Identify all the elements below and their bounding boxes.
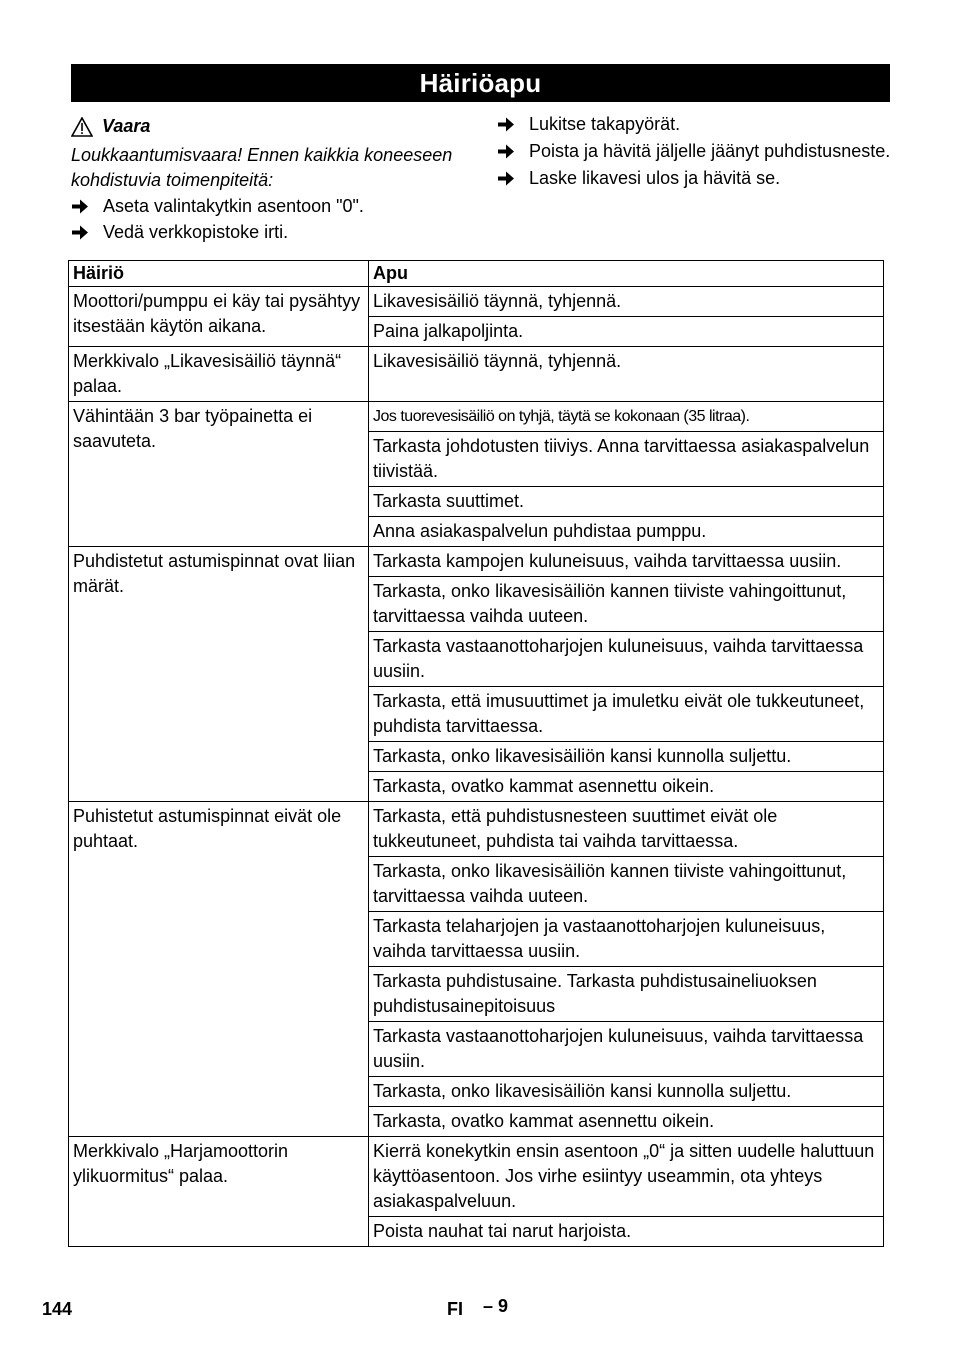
remedy-cell: Anna asiakaspalvelun puhdistaa pumppu.	[369, 517, 884, 547]
remedy-cell: Tarkasta, että imusuuttimet ja imuletku eivät ole tukkeutuneet, puhdista tarvittaessa.	[369, 687, 884, 742]
warning-heading	[71, 114, 471, 139]
remedy-cell: Tarkasta puhdistusaine. Tarkasta puhdistusaineliuoksen puhdistusainepitoisuus	[369, 967, 884, 1022]
table-row	[69, 347, 884, 402]
arrow-right-icon	[71, 194, 91, 219]
warning-triangle-icon	[71, 117, 93, 137]
warning-label: Vaara	[102, 116, 151, 136]
warning-text: Loukkaantumisvaara! Ennen kaikkia koneeseen kohdistuvia toimenpiteitä:	[71, 145, 453, 190]
step-text: Vedä verkkopistoke irti.	[103, 222, 289, 242]
table-header-row	[69, 261, 884, 287]
step-item	[71, 220, 471, 245]
language-code: FI	[447, 1299, 463, 1319]
remedy-cell: Tarkasta kampojen kuluneisuus, vaihda tarvittaessa uusiin.	[369, 547, 884, 577]
remedy-cell: Tarkasta vastaanottoharjojen kuluneisuus, vaihda tarvittaessa uusiin.	[369, 632, 884, 687]
step-item	[497, 112, 892, 137]
remedy-cell: Tarkasta suuttimet.	[369, 487, 884, 517]
steps-column	[497, 112, 892, 193]
remedy-cell: Kierrä konekytkin ensin asentoon „0“ ja sitten uudelle haluttuun käyttöasentoon. Jos virhe esiintyy useammin, ota yhteys asiakaspalveluun.	[369, 1137, 884, 1217]
fault-cell: Puhdistetut astumispinnat ovat liian märät.	[69, 547, 369, 802]
remedy-cell: Poista nauhat tai narut harjoista.	[369, 1217, 884, 1247]
remedy-cell: Tarkasta, onko likavesisäiliön kansi kunnolla suljettu.	[369, 1077, 884, 1107]
remedy-cell: Tarkasta johdotusten tiiviys. Anna tarvittaessa asiakaspalvelun tiivistää.	[369, 432, 884, 487]
fault-cell: Vähintään 3 bar työpainetta ei saavuteta.	[69, 402, 369, 547]
page-number: 144	[42, 1299, 73, 1319]
section-page: – 9	[483, 1296, 509, 1316]
table-row	[69, 547, 884, 577]
fault-cell: Merkkivalo „Harjamoottorin ylikuormitus“ palaa.	[69, 1137, 369, 1247]
header-fault: Häiriö	[69, 261, 369, 287]
arrow-right-icon	[71, 220, 91, 245]
remedy-cell: Tarkasta, ovatko kammat asennettu oikein.	[369, 1107, 884, 1137]
table-row	[69, 287, 884, 317]
remedy-cell: Likavesisäiliö täynnä, tyhjennä.	[369, 287, 884, 317]
step-item	[71, 194, 471, 219]
fault-cell: Moottori/pumppu ei käy tai pysähtyy itsestään käytön aikana.	[69, 287, 369, 347]
fault-cell: Puhistetut astumispinnat eivät ole puhtaat.	[69, 802, 369, 1137]
step-text: Poista ja hävitä jäljelle jäänyt puhdistusneste.	[529, 141, 891, 161]
header-remedy: Apu	[369, 261, 884, 287]
table-row	[69, 402, 884, 432]
remedy-cell: Tarkasta, että puhdistusnesteen suuttimet eivät ole tukkeutuneet, puhdista tai vaihda tarvittaessa.	[369, 802, 884, 857]
remedy-cell: Tarkasta, onko likavesisäiliön kannen tiiviste vahingoittunut, tarvittaessa vaihda uuteen.	[369, 857, 884, 912]
remedy-cell: Tarkasta telaharjojen ja vastaanottoharjojen kuluneisuus, vaihda tarvittaessa uusiin.	[369, 912, 884, 967]
table-row	[69, 802, 884, 857]
remedy-cell: Tarkasta, onko likavesisäiliön kansi kunnolla suljettu.	[369, 742, 884, 772]
arrow-right-icon	[497, 112, 517, 137]
remedy-cell: Tarkasta, ovatko kammat asennettu oikein.	[369, 772, 884, 802]
remedy-cell: Jos tuorevesisäiliö on tyhjä, täytä se kokonaan (35 litraa).	[369, 402, 884, 432]
step-text: Lukitse takapyörät.	[529, 114, 681, 134]
fault-cell: Merkkivalo „Likavesisäiliö täynnä“ palaa.	[69, 347, 369, 402]
step-item	[497, 139, 892, 164]
remedy-cell: Likavesisäiliö täynnä, tyhjennä.	[369, 347, 884, 402]
step-text: Aseta valintakytkin asentoon "0".	[103, 196, 364, 216]
step-text: Laske likavesi ulos ja hävitä se.	[529, 168, 781, 188]
remedy-cell: Paina jalkapoljinta.	[369, 317, 884, 347]
remedy-cell: Tarkasta vastaanottoharjojen kuluneisuus, vaihda tarvittaessa uusiin.	[369, 1022, 884, 1077]
step-item	[497, 166, 892, 191]
warning-column	[71, 112, 471, 245]
arrow-right-icon	[497, 139, 517, 164]
troubleshooting-table	[68, 260, 884, 1247]
table-row	[69, 1137, 884, 1217]
page-title: Häiriöapu	[71, 64, 890, 102]
arrow-right-icon	[497, 166, 517, 191]
remedy-cell: Tarkasta, onko likavesisäiliön kannen tiiviste vahingoittunut, tarvittaessa vaihda uuteen.	[369, 577, 884, 632]
